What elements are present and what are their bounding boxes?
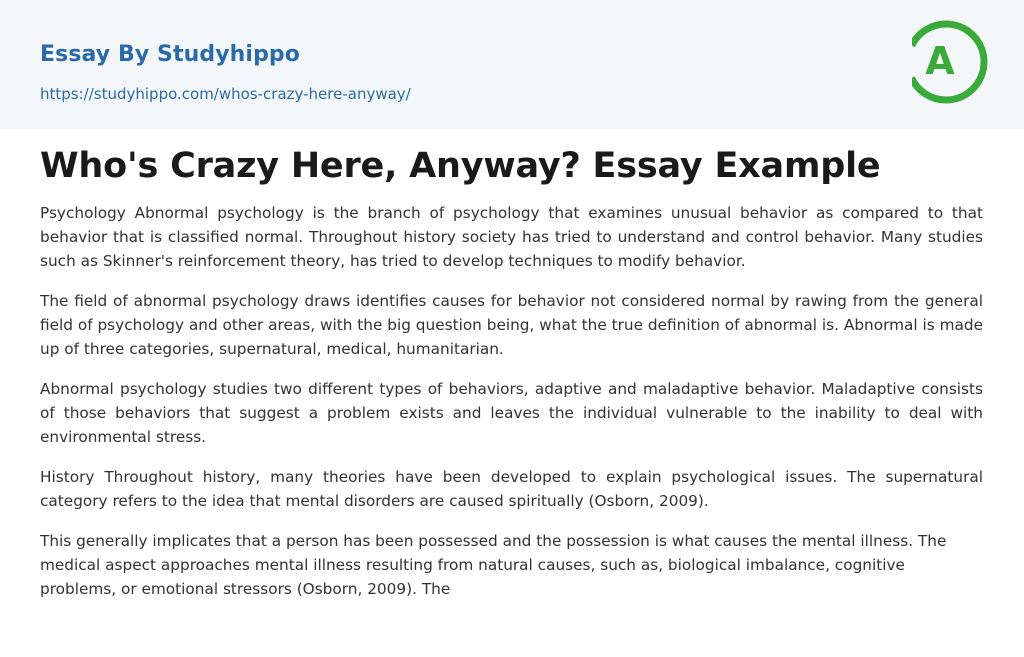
essay-title: Who's Crazy Here, Anyway? Essay Example — [40, 146, 881, 186]
essay-paragraph: Abnormal psychology studies two different types of behaviors, adaptive and maladaptive behavior. Maladaptive consists of those behaviors that suggest a problem exists and leaves the individual vulnerable to the inability to deal with environmental stress. — [40, 380, 983, 446]
page-header — [0, 0, 1024, 129]
studyhippo-logo-icon[interactable] — [912, 18, 988, 106]
essay-paragraph: This generally implicates that a person has been possessed and the possession is what causes the mental illness. The medical aspect approaches mental illness resulting from natural causes, such as, biological imbalance, cognitive problems, or emotional stressors (Osborn, 2009). The — [40, 532, 947, 598]
logo-letter: A — [925, 39, 955, 83]
essay-paragraph: The field of abnormal psychology draws identifies causes for behavior not considered normal by rawing from the general field of psychology and other areas, with the big question being, what the true definition of abnormal is. Abnormal is made up of three categories, supernatural, medical, humanitarian. — [40, 292, 983, 358]
site-brand-title[interactable]: Essay By Studyhippo — [40, 42, 300, 67]
essay-body — [40, 201, 983, 617]
essay-url-link[interactable]: https://studyhippo.com/whos-crazy-here-anyway/ — [40, 85, 411, 103]
essay-paragraph: History Throughout history, many theories have been developed to explain psychological issues. The supernatural category refers to the idea that mental disorders are caused spiritually (Osborn, 2009). — [40, 468, 983, 510]
essay-paragraph: Psychology Abnormal psychology is the branch of psychology that examines unusual behavior as compared to that behavior that is classified normal. Throughout history society has tried to understand and control behavior. Many studies such as Skinner's reinforcement theory, has tried to develop techniques to modify behavior. — [40, 204, 983, 270]
